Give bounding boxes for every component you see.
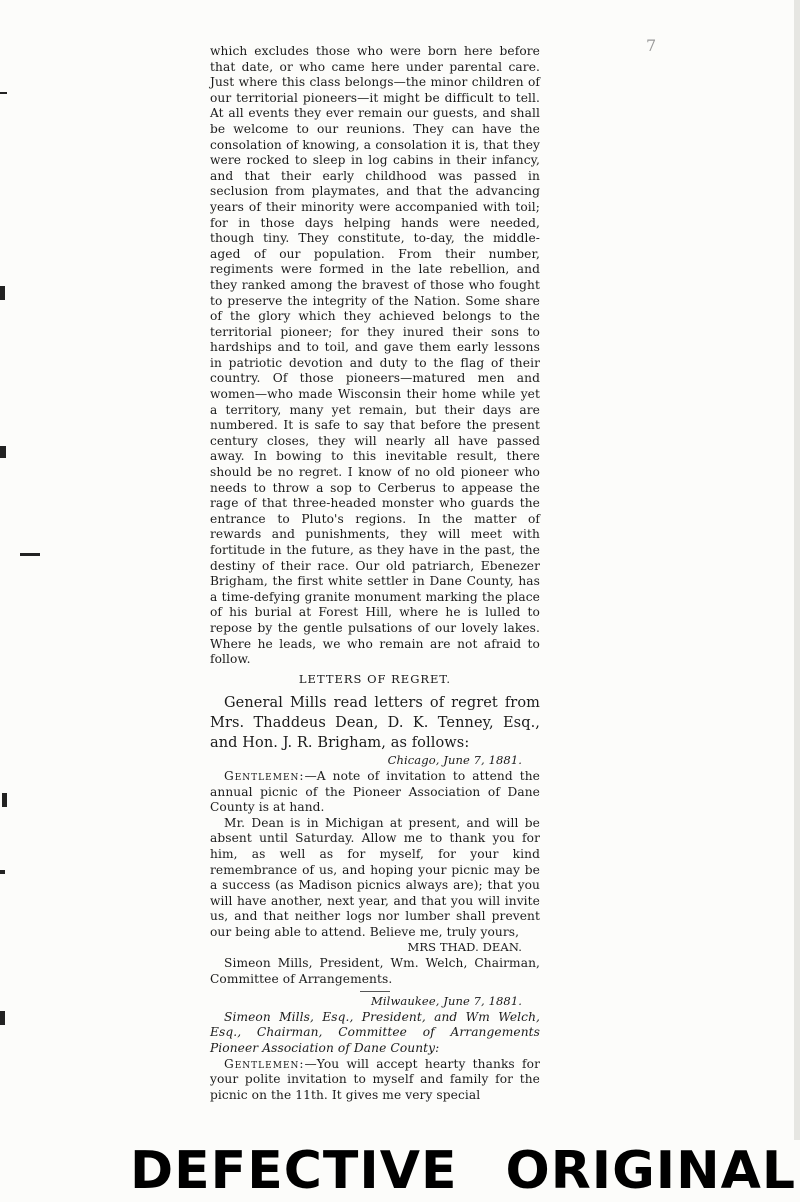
right-edge-mark — [794, 0, 800, 1140]
letter1-address: Simeon Mills, President, Wm. Welch, Chairman, Committee of Arrangements. — [210, 956, 540, 986]
letter2-salutation: Gentlemen: — [224, 1056, 305, 1071]
letter-divider — [360, 991, 390, 992]
letter2-body: —You will accept hearty thanks for your polite invitation to myself and family for the picnic on the 11th. It gives me very special — [210, 1056, 540, 1102]
letter1-dateline: Chicago, June 7, 1881. — [387, 753, 522, 768]
left-edge-mark-1 — [0, 92, 7, 94]
letters-intro: General Mills read letters of regret from Mrs. Thaddeus Dean, D. K. Tenney, Esq., and Hon. J. R. Brigham, as follows: — [210, 695, 540, 752]
margin-note: 7 — [646, 36, 657, 55]
left-edge-mark-2 — [0, 286, 5, 300]
letter1-opening — [210, 769, 540, 816]
letter2-opening — [210, 1057, 540, 1104]
left-edge-mark-4 — [20, 553, 40, 556]
letter1-body-2: Mr. Dean is in Michigan at present, and will be absent until Saturday. Allow me to thank you for him, as well as for myself, for your kind remembrance of us, and hoping your picnic may be a success (as Madison picnics always are); that you will have another, next year, and that you will invite us, and that neither logs nor lumber shall prevent our being able to attend. Believe me, truly yours, — [210, 815, 540, 939]
left-edge-mark-7 — [0, 1011, 5, 1025]
defective-original-banner — [130, 1140, 800, 1202]
section-heading: LETTERS OF REGRET. — [298, 671, 452, 686]
letter1-body-1: —A note of invitation to attend the annual picnic of the Pioneer Association of Dane County is at hand. — [210, 768, 540, 815]
banner-word-defective: DEFECTIVE — [130, 1141, 458, 1201]
left-edge-mark-3 — [0, 446, 6, 458]
letter1-signature: MRS THAD. DEAN. — [407, 940, 522, 955]
letter2-dateline: Milwaukee, June 7, 1881. — [371, 994, 522, 1009]
paragraph-pioneers: which excludes those who were born here before that date, or who came here under parental care. Just where this class belongs—the minor children of our territorial pioneers—it might be difficult to tell. At all events they ever remain our guests, and shall be welcome to our reunions. They can have the consolation of knowing, a consolation it is, that they were rocked to sleep in log cabins in their infancy, and that their early childhood was passed in seclusion from playmates, and that the advancing years of their minority were accompanied with toil; for in those days helping hands were needed, though tiny. They constitute, to-day, the middle-aged of our population. From their number, regiments were formed in the late rebellion, and they ranked among the bravest of those who fought to preserve the integrity of the Nation. Some share of the glory which they achieved belongs to the territorial pioneer; for they inured their sons to hardships and to toil, and gave them early lessons in patriotic devotion and duty to the flag of their country. Of those pioneers—matured men and women—who made Wisconsin their home while yet a territory, many yet remain, but their days are numbered. It is safe to say that before the present century closes, they will nearly all have passed away. In bowing to this inevitable result, there should be no regret. I know of no old pioneer who needs to throw a sop to Cerberus to appease the rage of that three-headed monster who guards the entrance to Pluto's regions. In the matter of rewards and punishments, they will meet with fortitude in the future, as they have in the past, the destiny of their race. Our old patriarch, Ebenezer Brigham, the first white settler in Dane County, has a time-defying granite monument marking the place of his burial at Forest Hill, where he is lulled to repose by the gentle pulsations of our lovely lakes. Where he leads, we who remain are not afraid to follow. — [210, 44, 540, 667]
left-edge-mark-5 — [2, 793, 7, 807]
letter1-salutation: Gentlemen: — [224, 768, 305, 783]
article-column — [210, 44, 540, 1103]
banner-word-original: ORIGINAL — [505, 1141, 797, 1201]
left-edge-mark-6 — [0, 870, 5, 874]
letter2-address: Simeon Mills, Esq., President, and Wm Welch, Esq., Chairman, Committee of Arrangements Pioneer Association of Dane County: — [210, 1009, 540, 1056]
